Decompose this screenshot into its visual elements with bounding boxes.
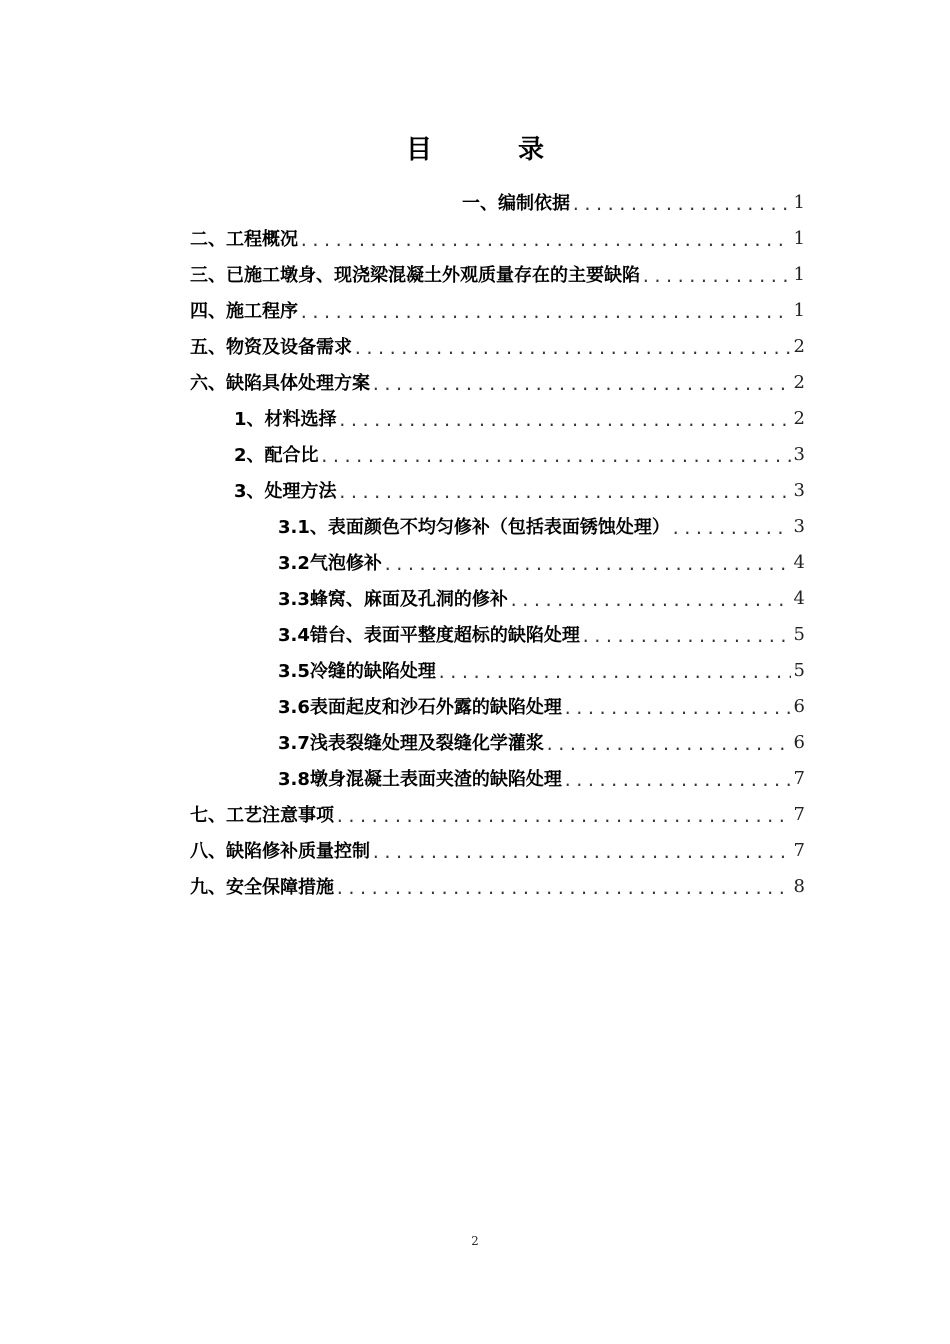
toc-dot-leader: [581, 627, 791, 646]
toc-dot-leader: [299, 231, 791, 250]
toc-row[interactable]: [190, 400, 805, 436]
toc-dot-leader: [335, 879, 791, 898]
toc-page-number: 2: [793, 371, 805, 393]
toc-dot-leader: [545, 735, 791, 754]
toc-entry-text: 三、已施工墩身、现浇梁混凝土外观质量存在的主要缺陷: [190, 265, 640, 286]
page-title: 目 录: [405, 135, 574, 165]
toc-page-number: 6: [793, 695, 805, 717]
toc-entry-text: 四、施工程序: [190, 301, 298, 322]
toc-page-number: 5: [793, 623, 805, 645]
toc-entry-text: 3.2气泡修补: [278, 553, 382, 574]
toc-page-number: 5: [793, 659, 805, 681]
toc-dot-leader: [563, 771, 791, 790]
toc-page-number: 1: [793, 299, 805, 321]
toc-dot-leader: [671, 519, 791, 538]
toc-page-number: 3: [793, 515, 805, 537]
toc-page-number: 7: [793, 767, 805, 789]
toc-row[interactable]: [190, 724, 805, 760]
toc-page-number: 8: [793, 875, 805, 897]
toc-dot-leader: [383, 555, 791, 574]
toc-row[interactable]: [190, 220, 805, 256]
toc-row[interactable]: [190, 580, 805, 616]
toc-page-number: 7: [793, 803, 805, 825]
toc-entry-text: 一、编制依据: [462, 193, 570, 214]
toc-entry-text: 六、缺陷具体处理方案: [190, 373, 370, 394]
toc-entry-text: 七、工艺注意事项: [190, 805, 334, 826]
toc-dot-leader: [335, 807, 791, 826]
toc-entry-text: 八、缺陷修补质量控制: [190, 841, 370, 862]
toc-entry-text: 五、物资及设备需求: [190, 337, 352, 358]
toc-entry-text: 3.3蜂窝、麻面及孔洞的修补: [278, 589, 508, 610]
toc-row[interactable]: [190, 796, 805, 832]
toc-page-number: 7: [793, 839, 805, 861]
toc-row[interactable]: [190, 436, 805, 472]
toc-page-number: 1: [793, 263, 805, 285]
toc-dot-leader: [563, 699, 791, 718]
toc-dot-leader: [371, 843, 791, 862]
toc-dot-leader: [437, 663, 791, 682]
toc-page-number: 1: [793, 227, 805, 249]
toc-entry-text: 3.4错台、表面平整度超标的缺陷处理: [278, 625, 580, 646]
toc-page-number: 2: [793, 407, 805, 429]
toc-page-number: 3: [793, 443, 805, 465]
toc-entry-text: 2、配合比: [234, 445, 319, 466]
toc-row[interactable]: [190, 256, 805, 292]
toc-entry-text: 3.8墩身混凝土表面夹渣的缺陷处理: [278, 769, 562, 790]
toc-page-number: 6: [793, 731, 805, 753]
toc-dot-leader: [509, 591, 791, 610]
toc-row[interactable]: [190, 508, 805, 544]
toc-dot-leader: [353, 339, 791, 358]
toc-dot-leader: [320, 447, 791, 466]
toc-page-number: 2: [793, 335, 805, 357]
toc-row[interactable]: [190, 544, 805, 580]
page-number: 2: [471, 1234, 479, 1248]
toc-entry-text: 3、处理方法: [234, 481, 337, 502]
toc-entry-text: 3.1、表面颜色不均匀修补（包括表面锈蚀处理）: [278, 517, 670, 538]
toc-page-number: 3: [793, 479, 805, 501]
toc-page-number: 1: [793, 191, 805, 213]
toc-page-number: 4: [793, 551, 805, 573]
toc-entry-text: 3.7浅表裂缝处理及裂缝化学灌浆: [278, 733, 544, 754]
toc-row[interactable]: [190, 472, 805, 508]
toc-row[interactable]: [190, 652, 805, 688]
toc-dot-leader: [299, 303, 791, 322]
toc-row[interactable]: [190, 616, 805, 652]
table-of-contents: [190, 184, 805, 904]
toc-dot-leader: [338, 411, 791, 430]
toc-dot-leader: [641, 267, 791, 286]
toc-entry-text: 九、安全保障措施: [190, 877, 334, 898]
toc-entry-text: 3.5冷缝的缺陷处理: [278, 661, 436, 682]
toc-page-number: 4: [793, 587, 805, 609]
toc-dot-leader: [338, 483, 791, 502]
toc-row[interactable]: [190, 760, 805, 796]
toc-dot-leader: [571, 195, 791, 214]
toc-row[interactable]: [190, 832, 805, 868]
toc-entry-text: 3.6表面起皮和沙石外露的缺陷处理: [278, 697, 562, 718]
toc-row[interactable]: [190, 688, 805, 724]
toc-entry-text: 1、材料选择: [234, 409, 337, 430]
toc-row[interactable]: [190, 328, 805, 364]
toc-row[interactable]: [190, 292, 805, 328]
toc-entry-text: 二、工程概况: [190, 229, 298, 250]
toc-row[interactable]: [190, 184, 805, 220]
toc-row[interactable]: [190, 868, 805, 904]
toc-dot-leader: [371, 375, 791, 394]
toc-row[interactable]: [190, 364, 805, 400]
